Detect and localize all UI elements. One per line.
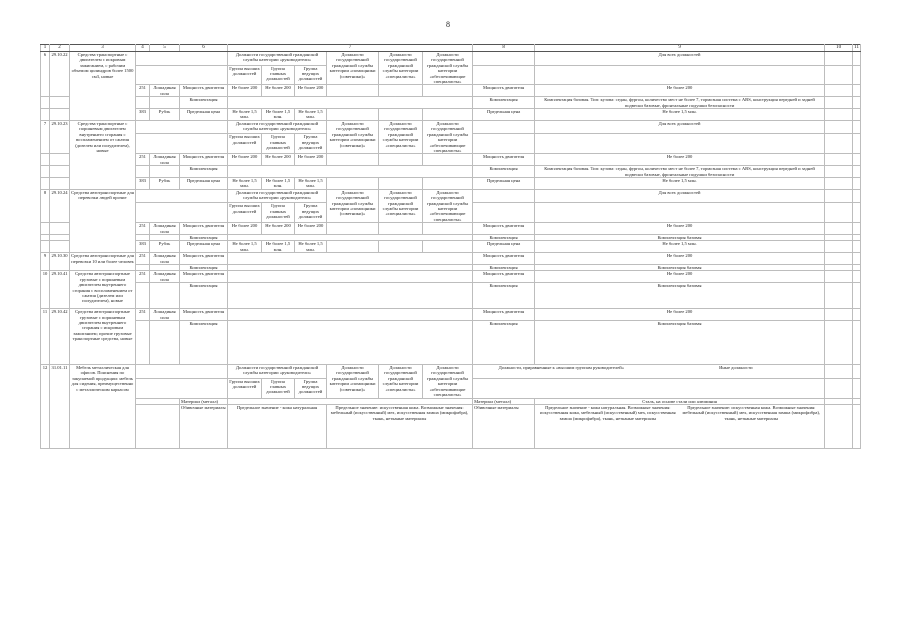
table-row: Комплектация Комплектация Комплектация базовая	[41, 321, 861, 365]
product-name: Средства автотранспортные грузовые с поршневым двигателем внутреннего сгорания с искровым зажиганием; прочие грузовые транспортные средства, новые	[70, 309, 136, 365]
product-name: Мебель металлическая для офисов. Пояснения по закупаемой продукции: мебель для сидения, преимущественно с металлическим каркасом	[70, 365, 136, 449]
position-group-header: Должности государственной гражданской службы категории «руководители»	[228, 52, 327, 66]
table-row: 251 Лошадиная сила Мощность двигателя Не более 200 Не более 200 Не более 200 Мощность двигателя Не более 200	[41, 154, 861, 166]
table-row: 10 29.10.41 Средства автотранспортные грузовые с поршневым двигателем внутреннего сгорания с воспламенением от сжатия (дизелем или полудизелем), новые 251 Лошадиная сила Мощность двигателя Мощность двигателя Не более 200	[41, 271, 861, 283]
table-row: Группа высших должностей Группа главных должностей Группа ведущих должностей	[41, 134, 861, 154]
table-row: Группа высших должностей Группа главных должностей Группа ведущих должностей	[41, 378, 861, 398]
product-name: Средства автотранспортные грузовые с поршневым двигателем внутреннего сгорания с воспламенением от сжатия (дизелем или полудизелем), новые	[70, 271, 136, 309]
column-number-row: 1 2 3 4 5 6 7 8 9 10 11	[41, 45, 861, 52]
page-number: 8	[446, 20, 450, 29]
table-row: Обивочные материалы Предельное значение - кожа натуральная Предельное значение: искусственная кожа. Возможные значения: мебельный (искусственный) мех, искусственная замша (микрофибра), ткань, нетканые материалы Обивочные материалы Предельное значение - кожа натуральная. Возможные значения: искусственная кожа, мебельный (искусственный) мех, искусственная замша (микрофибра), ткань, нетканые материалы Предельное значение: искусственная кожа. Возможные значения: мебельный (искусственный) мех, искусственная замша (микрофибра), ткань, нетканые материалы	[41, 404, 861, 448]
table-row: 8 29.10.24 Средства автотранспортные для перевозки людей прочие Должности государственной гражданской службы категории «руководители» Должности государственной гражданской службы категории «помощники (советники)» Должности государственной гражданской службы категории «специалисты» Должности государственной гражданской службы категории «обеспечивающие специалисты» Для всех должностей	[41, 189, 861, 203]
table-row: Комплектация Комплектация Комплектация базовая	[41, 235, 861, 241]
product-name: Средства автотранспортные для перевозки людей прочие	[70, 189, 136, 252]
table-row: 12 31.01.11 Мебель металлическая для офисов. Пояснения по закупаемой продукции: мебель для сидения, преимущественно с металлическим каркасом Должности государственной гражданской службы категории «руководители» Должности государственной гражданской службы категории «помощники (советники)» Должности государственной гражданской службы категории «специалисты» Должности государственной гражданской службы категории «обеспечивающие специалисты» Должности, приравненные к «высшим группам руководителей» Иные должности	[41, 365, 861, 379]
requirements-table	[40, 44, 861, 449]
table-row: 7 29.10.23 Средства транспортные с поршневым двигателем внутреннего сгорания с воспламенением от сжатия (дизелем или полудизелем), новые Должности государственной гражданской службы категории «руководители» Должности государственной гражданской службы категории «помощники (советники)» Должности государственной гражданской службы категории «специалисты» Должности государственной гражданской службы категории «обеспечивающие специалисты» Для всех должностей	[41, 120, 861, 134]
table-row: Комплектация Комплектация Комплектация базовая. Тип: кузова: седан, фургон, количество мест не более 7, тормозная система с ABS, конструкция передней и задней подвески базовые, фронтальные подушки безопасности	[41, 97, 861, 109]
table-row: Комплектация Комплектация Комплектация базовая	[41, 283, 861, 309]
table-row: 6 29.10.22 Средства транспортные с двигателем с искровым зажиганием, с рабочим объемом цилиндров более 1500 см3, новые Должности государственной гражданской службы категории «руководители» Должности государственной гражданской службы категории «помощники (советники)» Должности государственной гражданской службы категории «специалисты» Должности государственной гражданской службы категории «обеспечивающие специалисты» Для всех должностей	[41, 52, 861, 66]
table-row: Комплектация Комплектация Комплектация базовая. Тип: кузова: седан, фургон, количество мест не более 7, тормозная система с ABS, конструкция передней и задней подвески базовые, фронтальные подушки безопасности	[41, 166, 861, 178]
product-name: Средства транспортные с двигателем с искровым зажиганием, с рабочим объемом цилиндров более 1500 см3, новые	[70, 52, 136, 121]
table-row: Группа высших должностей Группа главных должностей Группа ведущих должностей	[41, 203, 861, 223]
table-row: 383 Рубль Предельная цена Не более 1,5 млн. Не более 1,5 млн. Не более 1,5 млн. Предельная цена Не более 1,5 млн.	[41, 109, 861, 121]
table-row: 251 Лошадиная сила Мощность двигателя Не более 200 Не более 200 Не более 200 Мощность двигателя Не более 200	[41, 223, 861, 235]
product-name: Средства транспортные с поршневым двигателем внутреннего сгорания с воспламенением от сжатия (дизелем или полудизелем), новые	[70, 120, 136, 189]
product-name: Средства автотранспортные для перевозки 10 или более человек	[70, 253, 136, 271]
table-row: 11 29.10.42 Средства автотранспортные грузовые с поршневым двигателем внутреннего сгорания с искровым зажиганием; прочие грузовые транспортные средства, новые 251 Лошадиная сила Мощность двигателя Мощность двигателя Не более 200	[41, 309, 861, 321]
table-row: 383 Рубль Предельная цена Не более 1,5 млн. Не более 1,5 млн. Не более 1,5 млн. Предельная цена Не более 1,5 млн.	[41, 177, 861, 189]
table-row: Материал (металл) Материал (металл) Сталь, на основе стали или алюминия	[41, 398, 861, 404]
table-row: 9 29.10.30 Средства автотранспортные для перевозки 10 или более человек 251 Лошадиная сила Мощность двигателя Мощность двигателя Не более 200	[41, 253, 861, 265]
table-row: 383 Рубль Предельная цена Не более 1,5 млн. Не более 1,5 млн. Не более 1,5 млн. Предельная цена Не более 1,5 млн.	[41, 241, 861, 253]
table-row: 251 Лошадиная сила Мощность двигателя Не более 200 Не более 200 Не более 200 Мощность двигателя Не более 200	[41, 85, 861, 97]
table-row: Группа высших должностей Группа главных должностей Группа ведущих должностей	[41, 65, 861, 85]
table-row: Комплектация Комплектация Комплектация базовая	[41, 265, 861, 271]
